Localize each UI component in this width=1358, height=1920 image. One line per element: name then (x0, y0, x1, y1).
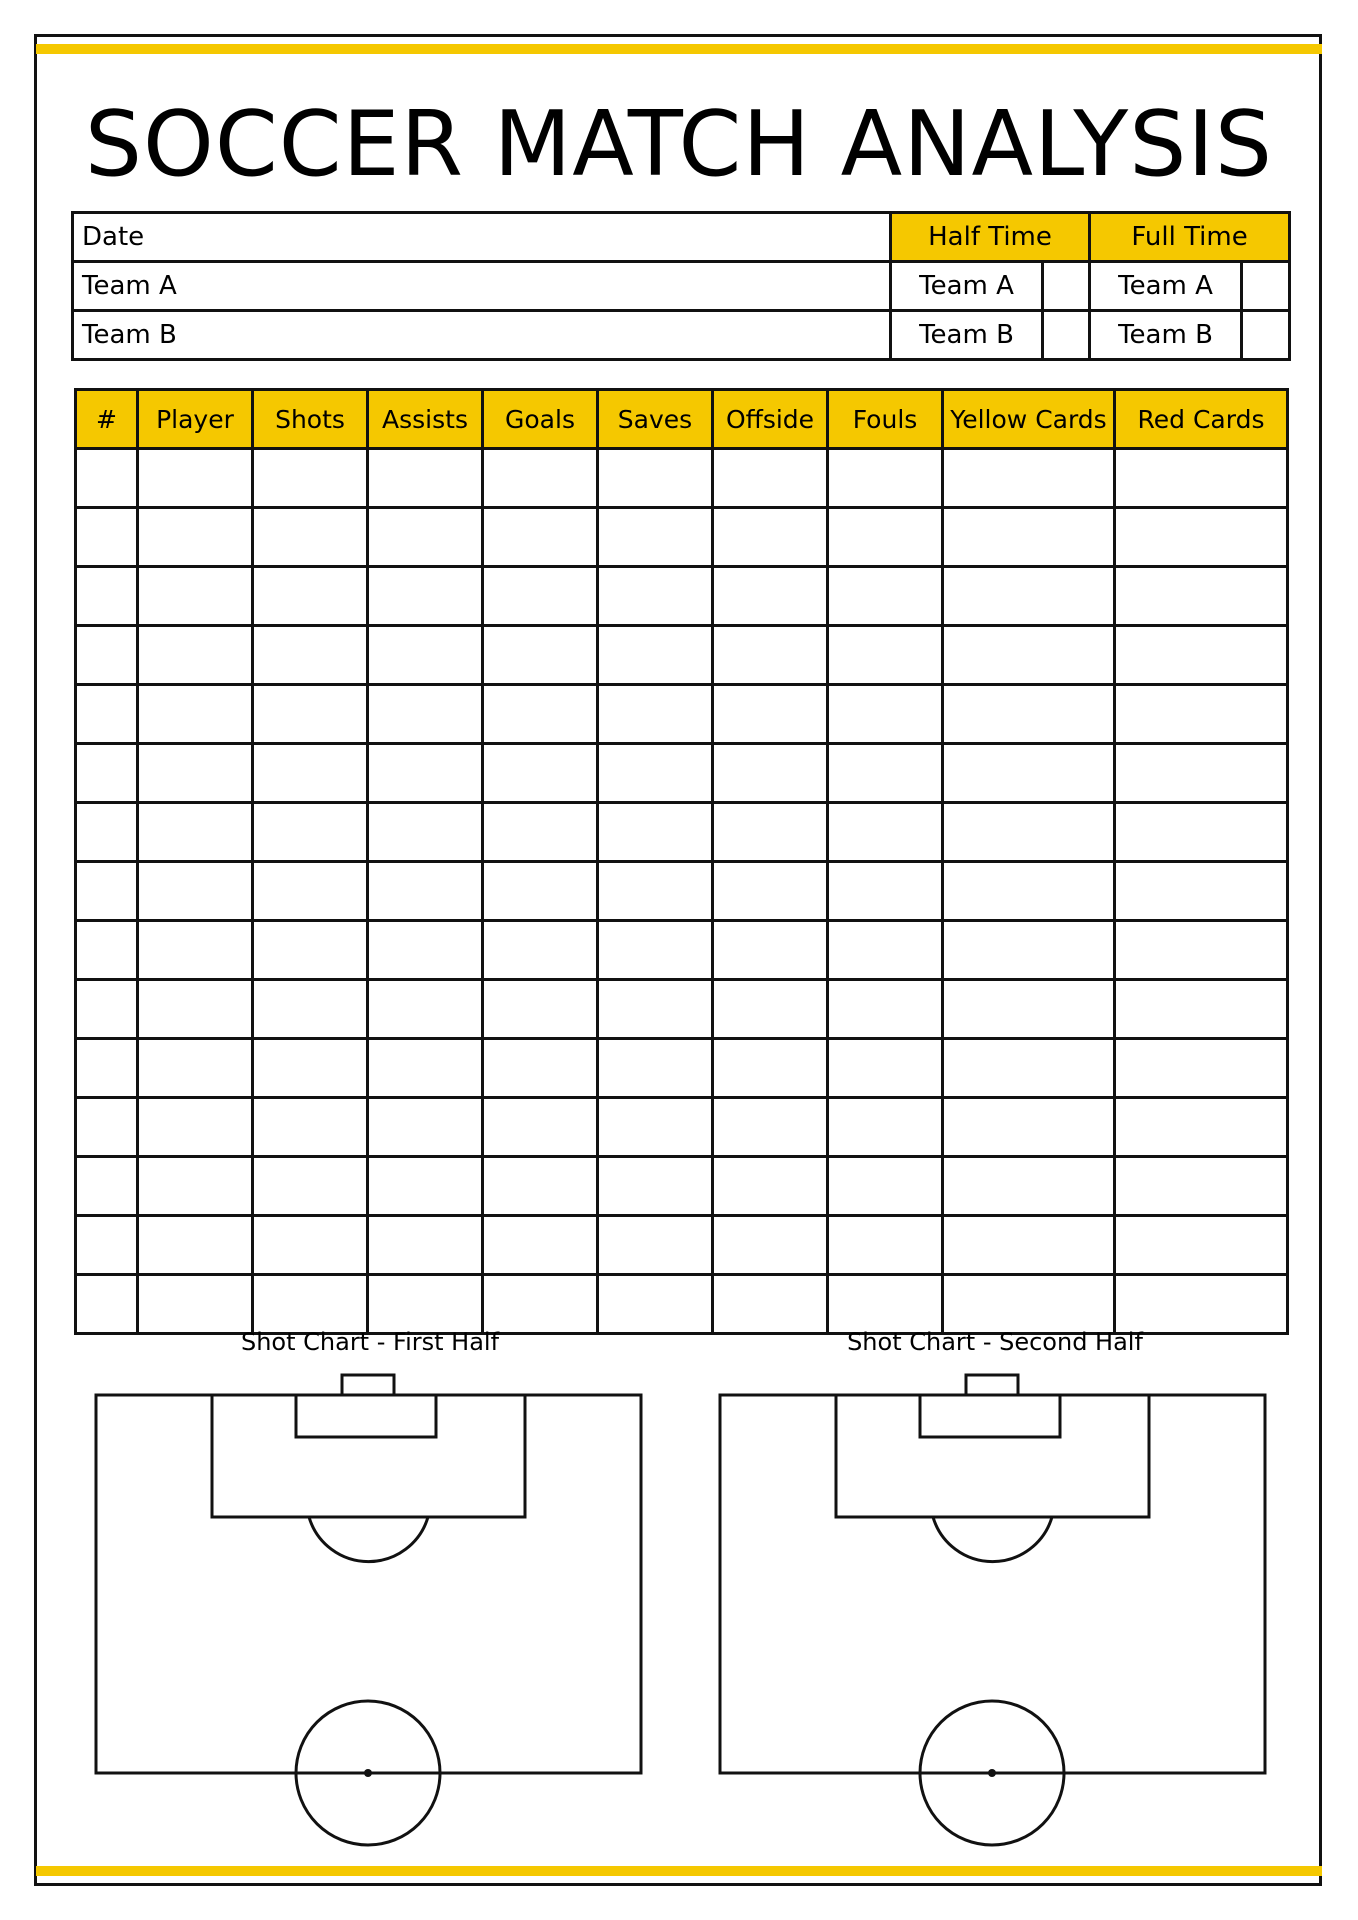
stats-cell[interactable] (713, 1275, 828, 1334)
center-spot (364, 1769, 372, 1777)
stats-cell[interactable] (943, 567, 1115, 626)
stats-cell[interactable] (368, 508, 483, 567)
stats-cell[interactable] (1115, 508, 1288, 567)
stats-cell[interactable] (138, 921, 253, 980)
stats-cell[interactable] (483, 685, 598, 744)
stats-cell[interactable] (1115, 1039, 1288, 1098)
match-info-table (71, 211, 1291, 361)
table-row (76, 508, 1288, 567)
stats-cell[interactable] (138, 980, 253, 1039)
ht-team-a-score[interactable] (1043, 262, 1090, 311)
stats-cell[interactable] (598, 685, 713, 744)
stats-cell[interactable] (1115, 803, 1288, 862)
stats-cell[interactable] (1115, 1275, 1288, 1334)
table-row (76, 744, 1288, 803)
ht-team-b-score[interactable] (1043, 311, 1090, 360)
table-row (76, 862, 1288, 921)
stats-column-header: Assists (368, 390, 483, 449)
stats-cell[interactable] (1115, 567, 1288, 626)
stats-cell[interactable] (943, 921, 1115, 980)
stats-cell[interactable] (598, 744, 713, 803)
stats-cell[interactable] (253, 1216, 368, 1275)
stats-cell[interactable] (943, 862, 1115, 921)
stats-cell[interactable] (1115, 744, 1288, 803)
stats-cell[interactable] (76, 921, 138, 980)
stats-cell[interactable] (828, 1157, 943, 1216)
stats-cell[interactable] (368, 1157, 483, 1216)
stats-cell[interactable] (943, 449, 1115, 508)
stats-cell[interactable] (483, 1157, 598, 1216)
stats-cell[interactable] (138, 1157, 253, 1216)
stats-cell[interactable] (138, 1098, 253, 1157)
stats-cell[interactable] (76, 1157, 138, 1216)
table-row (76, 1157, 1288, 1216)
stats-column-header: Red Cards (1115, 390, 1288, 449)
stats-cell[interactable] (138, 1039, 253, 1098)
stats-column-header: # (76, 390, 138, 449)
shot-chart-second-half-title: Shot Chart - Second Half (847, 1328, 1143, 1356)
stats-cell[interactable] (76, 626, 138, 685)
top-accent-bar (36, 44, 1322, 54)
ft-team-b-score[interactable] (1242, 311, 1290, 360)
stats-cell[interactable] (713, 1039, 828, 1098)
ft-team-a-label: Team A (1090, 262, 1242, 311)
stats-cell[interactable] (368, 626, 483, 685)
stats-cell[interactable] (483, 862, 598, 921)
table-row (76, 1216, 1288, 1275)
stats-cell[interactable] (1115, 980, 1288, 1039)
stats-column-header: Yellow Cards (943, 390, 1115, 449)
table-row (76, 1275, 1288, 1334)
goal-box (342, 1375, 394, 1395)
player-stats-table (74, 388, 1289, 1335)
stats-cell[interactable] (943, 508, 1115, 567)
team-b-field[interactable]: Team B (73, 311, 891, 360)
stats-cell[interactable] (368, 567, 483, 626)
stats-cell[interactable] (713, 862, 828, 921)
stats-cell[interactable] (253, 685, 368, 744)
stats-cell[interactable] (253, 1039, 368, 1098)
stats-cell[interactable] (76, 567, 138, 626)
stats-column-header: Goals (483, 390, 598, 449)
table-row (76, 626, 1288, 685)
stats-cell[interactable] (713, 1216, 828, 1275)
stats-cell[interactable] (76, 803, 138, 862)
stats-cell[interactable] (828, 685, 943, 744)
stats-cell[interactable] (713, 803, 828, 862)
stats-cell[interactable] (828, 862, 943, 921)
stats-column-header: Shots (253, 390, 368, 449)
stats-cell[interactable] (483, 980, 598, 1039)
stats-cell[interactable] (598, 508, 713, 567)
stats-column-header: Player (138, 390, 253, 449)
shot-chart-first-half-title: Shot Chart - First Half (240, 1328, 500, 1356)
stats-cell[interactable] (598, 862, 713, 921)
stats-cell[interactable] (483, 1275, 598, 1334)
stats-cell[interactable] (713, 626, 828, 685)
stats-cell[interactable] (138, 449, 253, 508)
stats-cell[interactable] (828, 626, 943, 685)
stats-cell[interactable] (76, 685, 138, 744)
stats-cell[interactable] (943, 744, 1115, 803)
stats-cell[interactable] (1115, 1157, 1288, 1216)
penalty-arc (309, 1517, 428, 1562)
stats-cell[interactable] (1115, 862, 1288, 921)
penalty-area (836, 1395, 1149, 1517)
stats-cell[interactable] (483, 567, 598, 626)
half-time-header: Half Time (891, 213, 1090, 262)
stats-cell[interactable] (483, 1098, 598, 1157)
stats-cell[interactable] (368, 449, 483, 508)
stats-cell[interactable] (76, 1098, 138, 1157)
center-spot (988, 1769, 996, 1777)
stats-cell[interactable] (253, 567, 368, 626)
stats-cell[interactable] (1115, 1098, 1288, 1157)
stats-cell[interactable] (713, 1157, 828, 1216)
stats-cell[interactable] (76, 980, 138, 1039)
ht-team-b-label: Team B (891, 311, 1043, 360)
stats-cell[interactable] (368, 685, 483, 744)
stats-cell[interactable] (943, 685, 1115, 744)
stats-cell[interactable] (368, 1039, 483, 1098)
ft-team-a-score[interactable] (1242, 262, 1290, 311)
stats-cell[interactable] (1115, 685, 1288, 744)
stats-cell[interactable] (828, 449, 943, 508)
table-row (76, 567, 1288, 626)
page-title: SOCCER MATCH ANALYSIS (84, 92, 1274, 197)
stats-cell[interactable] (368, 744, 483, 803)
stats-cell[interactable] (828, 980, 943, 1039)
stats-cell[interactable] (138, 626, 253, 685)
stats-cell[interactable] (253, 744, 368, 803)
stats-header-row (76, 390, 1288, 449)
stats-cell[interactable] (943, 1216, 1115, 1275)
goal-box (966, 1375, 1018, 1395)
stats-cell[interactable] (713, 685, 828, 744)
stats-cell[interactable] (598, 449, 713, 508)
stats-cell[interactable] (943, 980, 1115, 1039)
stats-column-header: Offside (713, 390, 828, 449)
shot-chart-second-half-pitch[interactable] (718, 1370, 1268, 1850)
stats-cell[interactable] (253, 921, 368, 980)
stats-cell[interactable] (483, 626, 598, 685)
stats-cell[interactable] (483, 1039, 598, 1098)
stats-cell[interactable] (253, 1098, 368, 1157)
stats-cell[interactable] (138, 508, 253, 567)
stats-cell[interactable] (483, 508, 598, 567)
stats-cell[interactable] (368, 1216, 483, 1275)
stats-cell[interactable] (713, 921, 828, 980)
stats-cell[interactable] (253, 1275, 368, 1334)
stats-cell[interactable] (138, 685, 253, 744)
table-row (76, 921, 1288, 980)
stats-cell[interactable] (138, 1216, 253, 1275)
stats-cell[interactable] (598, 567, 713, 626)
penalty-arc (933, 1517, 1052, 1562)
stats-cell[interactable] (483, 1216, 598, 1275)
goal-area (920, 1395, 1060, 1437)
stats-cell[interactable] (76, 862, 138, 921)
bottom-accent-bar (36, 1866, 1322, 1876)
stats-cell[interactable] (138, 803, 253, 862)
stats-cell[interactable] (943, 1098, 1115, 1157)
table-row (76, 1098, 1288, 1157)
pitch-outline (96, 1395, 641, 1773)
stats-cell[interactable] (828, 1216, 943, 1275)
stats-cell[interactable] (483, 744, 598, 803)
stats-cell[interactable] (76, 508, 138, 567)
stats-cell[interactable] (253, 862, 368, 921)
stats-cell[interactable] (713, 980, 828, 1039)
stats-cell[interactable] (368, 862, 483, 921)
stats-cell[interactable] (828, 508, 943, 567)
stats-cell[interactable] (368, 803, 483, 862)
stats-cell[interactable] (253, 980, 368, 1039)
table-row (76, 803, 1288, 862)
stats-column-header: Fouls (828, 390, 943, 449)
stats-cell[interactable] (943, 803, 1115, 862)
stats-cell[interactable] (598, 1216, 713, 1275)
full-time-header: Full Time (1090, 213, 1290, 262)
stats-cell[interactable] (368, 1098, 483, 1157)
stats-cell[interactable] (598, 626, 713, 685)
shot-chart-first-half-pitch[interactable] (94, 1370, 644, 1850)
stats-cell[interactable] (1115, 449, 1288, 508)
stats-cell[interactable] (368, 921, 483, 980)
pitch-outline (720, 1395, 1265, 1773)
stats-cell[interactable] (76, 1039, 138, 1098)
stats-cell[interactable] (253, 626, 368, 685)
stats-cell[interactable] (483, 449, 598, 508)
stats-cell[interactable] (713, 449, 828, 508)
stats-cell[interactable] (828, 744, 943, 803)
stats-cell[interactable] (1115, 921, 1288, 980)
stats-cell[interactable] (253, 508, 368, 567)
stats-cell[interactable] (483, 803, 598, 862)
stats-cell[interactable] (76, 1275, 138, 1334)
penalty-area (212, 1395, 525, 1517)
stats-cell[interactable] (713, 508, 828, 567)
stats-cell[interactable] (713, 1098, 828, 1157)
stats-cell[interactable] (828, 567, 943, 626)
stats-cell[interactable] (138, 567, 253, 626)
stats-cell[interactable] (598, 803, 713, 862)
stats-cell[interactable] (598, 1275, 713, 1334)
stats-cell[interactable] (828, 1275, 943, 1334)
stats-cell[interactable] (598, 1157, 713, 1216)
stats-cell[interactable] (943, 1157, 1115, 1216)
stats-cell[interactable] (598, 1039, 713, 1098)
stats-cell[interactable] (828, 1098, 943, 1157)
stats-cell[interactable] (1115, 1216, 1288, 1275)
stats-cell[interactable] (368, 980, 483, 1039)
stats-cell[interactable] (76, 1216, 138, 1275)
stats-cell[interactable] (713, 567, 828, 626)
stats-cell[interactable] (828, 1039, 943, 1098)
stats-cell[interactable] (598, 1098, 713, 1157)
stats-cell[interactable] (368, 1275, 483, 1334)
stats-cell[interactable] (943, 626, 1115, 685)
stats-cell[interactable] (483, 921, 598, 980)
stats-cell[interactable] (943, 1039, 1115, 1098)
goal-area (296, 1395, 436, 1437)
stats-cell[interactable] (943, 1275, 1115, 1334)
stats-cell[interactable] (138, 862, 253, 921)
team-a-field[interactable]: Team A (73, 262, 891, 311)
stats-column-header: Saves (598, 390, 713, 449)
stats-cell[interactable] (598, 921, 713, 980)
stats-cell[interactable] (138, 1275, 253, 1334)
table-row (76, 449, 1288, 508)
stats-cell[interactable] (828, 921, 943, 980)
stats-cell[interactable] (253, 1157, 368, 1216)
ft-team-b-label: Team B (1090, 311, 1242, 360)
stats-cell[interactable] (76, 744, 138, 803)
stats-cell[interactable] (713, 744, 828, 803)
table-row (76, 980, 1288, 1039)
ht-team-a-label: Team A (891, 262, 1043, 311)
stats-cell[interactable] (253, 803, 368, 862)
stats-cell[interactable] (253, 449, 368, 508)
stats-cell[interactable] (138, 744, 253, 803)
table-row (76, 685, 1288, 744)
table-row (76, 1039, 1288, 1098)
stats-cell[interactable] (76, 449, 138, 508)
stats-cell[interactable] (598, 980, 713, 1039)
date-field[interactable]: Date (73, 213, 891, 262)
stats-cell[interactable] (828, 803, 943, 862)
stats-cell[interactable] (1115, 626, 1288, 685)
